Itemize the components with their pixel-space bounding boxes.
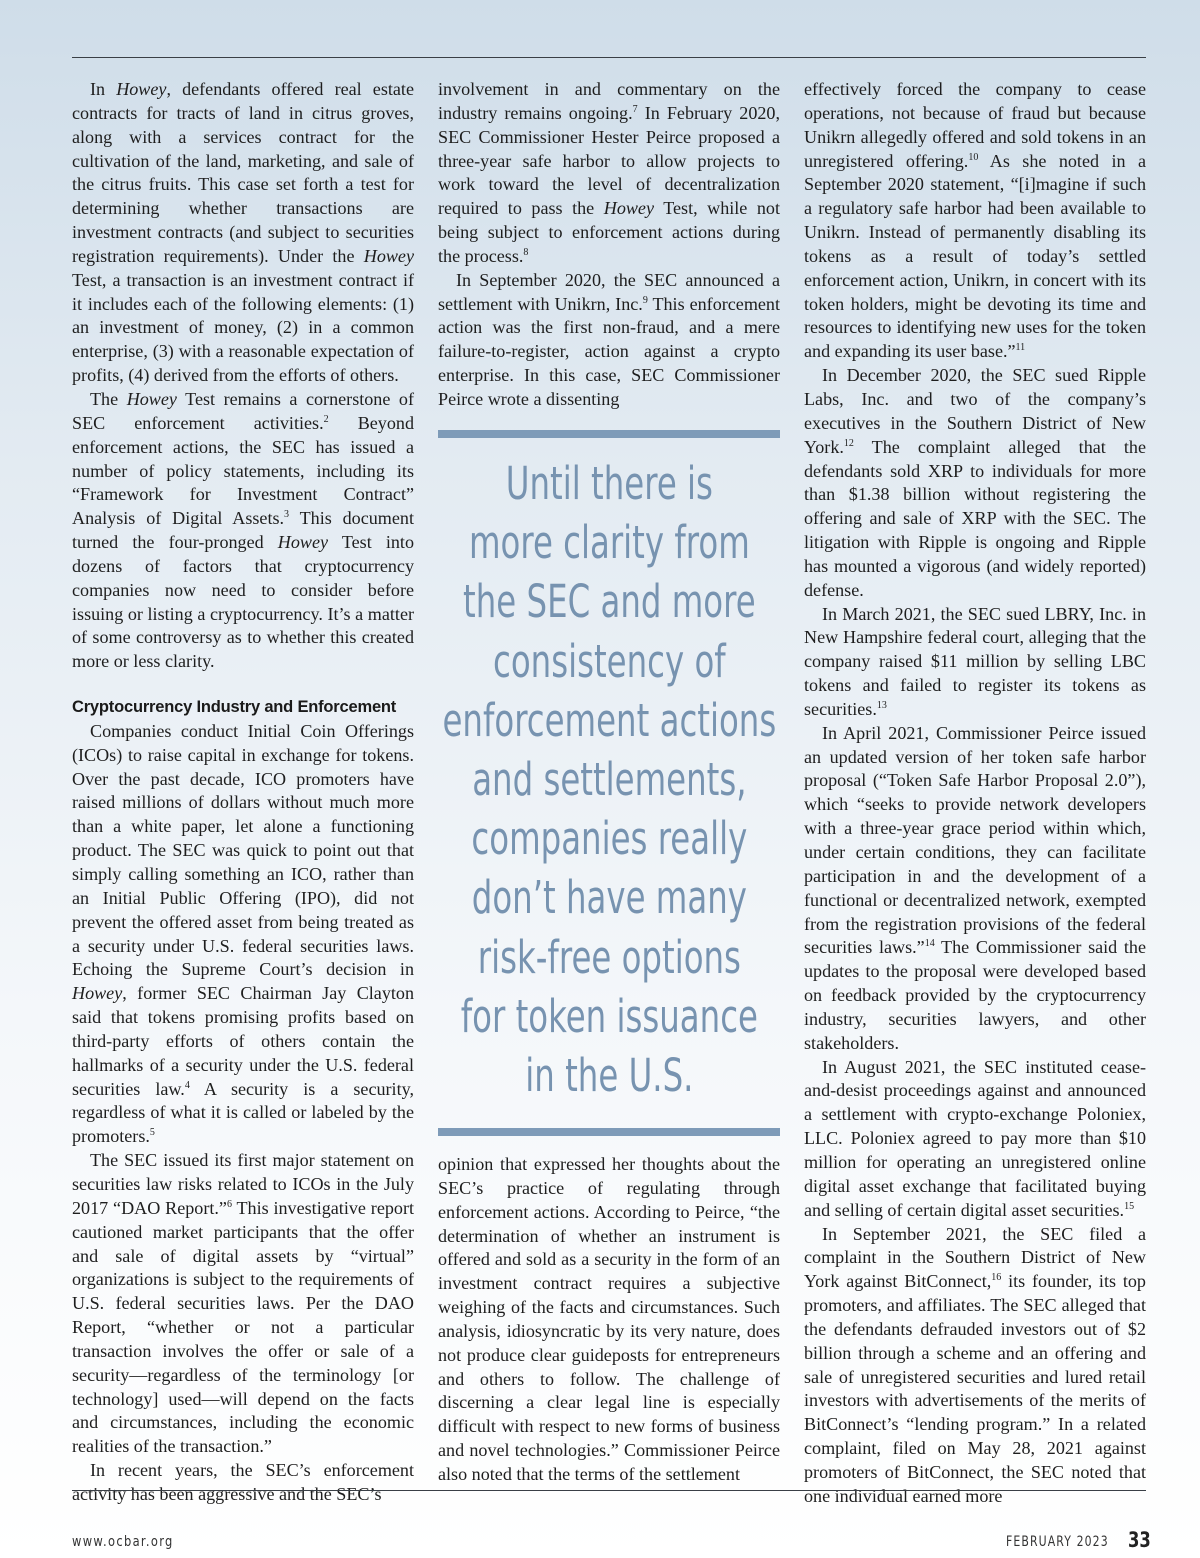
paragraph: In December 2020, the SEC sued Ripple Labs, Inc. and two of the company’s executives in the Southern District of New York.$^{12}$ The complaint alleged that the defendants sold XRP to individuals for more than $1.38 billion without registering the offering and sale of XRP with the SEC. The litigation with Ripple is ongoing and Ripple has mounted a vigorous (and widely reported) defense. xyxy=(804,365,1146,600)
paragraph: In Howey, defendants offered real estate contracts for tracts of land in citrus groves, along with a services contract for the cultivation of the land, marketing, and sale of the citrus fruits. This case set forth a test for determining whether transactions are investment contracts (and subject to securities registration requirements). Under the Howey Test, a transaction is an investment contract if it includes each of the following elements: (1) an investment of money, (2) in a common enterprise, (3) with a reasonable expectation of profits, (4) derived from the efforts of others. xyxy=(72,79,414,386)
pull-quote-line: the SEC and more xyxy=(463,575,756,629)
pull-quote-line: companies really xyxy=(471,812,748,866)
pull-quote-line: consistency of xyxy=(493,634,726,688)
section-heading: Cryptocurrency Industry and Enforcement xyxy=(72,698,397,717)
pull-quote-line: don’t have many xyxy=(471,871,747,925)
paragraph: effectively forced the company to cease operations, not because of fraud but because Unikrn allegedly offered and sold tokens in an unregistered offering.$^{10}$ As she noted in a September 2020 statement, “[i]magine if such a regulatory safe harbor had been available to Unikrn. Instead of permanently disabling its tokens as a result of today’s settled enforcement action, Unikrn, in concert with its token holders, might be devoting its time and resources to identifying new uses for the token and expanding its user base.”$^{11}$ xyxy=(804,79,1146,362)
pull-quote-bottom-rule xyxy=(438,1128,780,1136)
pull-quote-line: risk-free options xyxy=(477,930,741,984)
paragraph: In April 2021, Commissioner Peirce issued an updated version of her token safe harbor proposal (“Token Safe Harbor Proposal 2.0”), which “seeks to provide network developers with a three-year grace period within which, under certain conditions, they can facilitate participation in and the development of a functional or decentralized network, exempted from the registration provisions of the federal securities laws.”$^{14}$ The Commissioner said the updates to the proposal were developed based on feedback provided by the cryptocurrency industry, securities lawyers, and other stakeholders. xyxy=(804,722,1146,1053)
column-3 xyxy=(804,78,1146,1509)
column-1 xyxy=(72,78,414,1507)
pull-quote-text xyxy=(442,454,777,1105)
pull-quote-top-rule xyxy=(438,430,780,438)
column-2-continued xyxy=(438,1153,780,1487)
paragraph: involvement in and commentary on the industry remains ongoing.$^7$ In February 2020, SEC Commissioner Hester Peirce proposed a three-year safe harbor to allow projects to work toward the level of decentralization required to pass the Howey Test, while not being subject to enforcement actions during the process.$^8$ xyxy=(438,79,780,266)
footer-url: www.ocbar.org xyxy=(72,1534,174,1550)
pull-quote-line: enforcement actions xyxy=(442,693,777,747)
paragraph: In August 2021, the SEC instituted cease-and-desist proceedings against and announced a settlement with crypto-exchange Poloniex, LLC. Poloniex agreed to pay more than $10 million for operating an unregistered online digital asset exchange that facilitated buying and selling of certain digital asset securities.$^{15}$ xyxy=(804,1056,1146,1220)
paragraph: The SEC issued its first major statement on securities law risks related to ICOs in the July 2017 “DAO Report.”$^6$ This investigative report cautioned market participants that the offer and sale of digital assets by “virtual” organizations is subject to the requirements of U.S. federal securities laws. Per the DAO Report, “whether or not a particular transaction involves the offer or sale of a security—regardless of the terminology [or technology] used—will depend on the facts and circumstances, including the economic realities of the transaction.” xyxy=(72,1150,415,1457)
pull-quote-line: Until there is xyxy=(505,457,713,510)
paragraph: In September 2020, the SEC announced a settlement with Unikrn, Inc.$^9$ This enforcement action was the first non-fraud, and a mere failure-to-register, action against a crypto enterprise. In this case, SEC Commissioner Peirce wrote a dissenting xyxy=(438,269,781,409)
bottom-rule xyxy=(72,1490,1146,1491)
top-rule xyxy=(72,57,1146,58)
pull-quote-line: for token issuance xyxy=(460,989,758,1043)
column-2 xyxy=(438,78,780,412)
footer-date: FEBRUARY 2023 xyxy=(1006,1534,1109,1550)
page-number: 33 xyxy=(1128,1528,1151,1552)
pull-quote-line: in the U.S. xyxy=(525,1049,694,1103)
paragraph: opinion that expressed her thoughts about the SEC’s practice of regulating through enforcement actions. According to Peirce, “the determination of whether an instrument is offered and sold as a security in the form of an investment contract requires a subjective weighing of the facts and circumstances. Such analysis, idiosyncratic by its very nature, does not produce clear guideposts for entrepreneurs and others to follow. The challenge of discerning a clear legal line is especially difficult with respect to new forms of business and novel technologies.” Commissioner Peirce also noted that the terms of the settlement xyxy=(438,1154,780,1484)
paragraph: Companies conduct Initial Coin Offerings (ICOs) to raise capital in exchange for tokens. Over the past decade, ICO promoters have raised millions of dollars without much more than a white paper, let alone a functioning product. The SEC was quick to point out that simply calling something an ICO, rather than an Initial Public Offering (IPO), did not prevent the offered asset from being treated as a security under U.S. federal securities laws. Echoing the Supreme Court’s decision in Howey, former SEC Chairman Jay Clayton said that tokens promising profits based on third-party efforts of others contain the hallmarks of a security under the U.S. federal securities law.$^4$ A security is a security, regardless of what it is called or labeled by the promoters.$^5$ xyxy=(72,720,415,1147)
paragraph: In March 2021, the SEC sued LBRY, Inc. in New Hampshire federal court, alleging that the company raised $11 million by selling LBC tokens and failed to register its tokens as securities.$^{13}$ xyxy=(804,603,1146,719)
paragraph: The Howey Test remains a cornerstone of SEC enforcement activities.$^2$ Beyond enforcement actions, the SEC has issued a number of policy statements, including its “Framework for Investment Contract” Analysis of Digital Assets.$^3$ This document turned the four-pronged Howey Test into dozens of factors that cryptocurrency companies now need to consider before issuing or listing a cryptocurrency. It’s a matter of some controversy as to whether this created more or less clarity. xyxy=(72,388,414,672)
paragraph: In recent years, the SEC’s enforcement activity has been aggressive and the SEC’s xyxy=(72,1460,414,1504)
paragraph: In September 2021, the SEC filed a complaint in the Southern District of New York against BitConnect,$^{16}$ its founder, its top promoters, and affiliates. The SEC alleged that the defendants defrauded investors out of $2 billion through a scheme and an offering and sale of unregistered securities and lured retail investors with advertisements of the merits of BitConnect’s “lending program.” In a related complaint, filed on May 28, 2021 against promoters of BitConnect, the SEC noted that one individual earned more xyxy=(804,1223,1146,1506)
pull-quote-line: and settlements, xyxy=(472,753,747,807)
pull-quote xyxy=(438,424,780,1144)
pull-quote-line: more clarity from xyxy=(468,516,750,570)
